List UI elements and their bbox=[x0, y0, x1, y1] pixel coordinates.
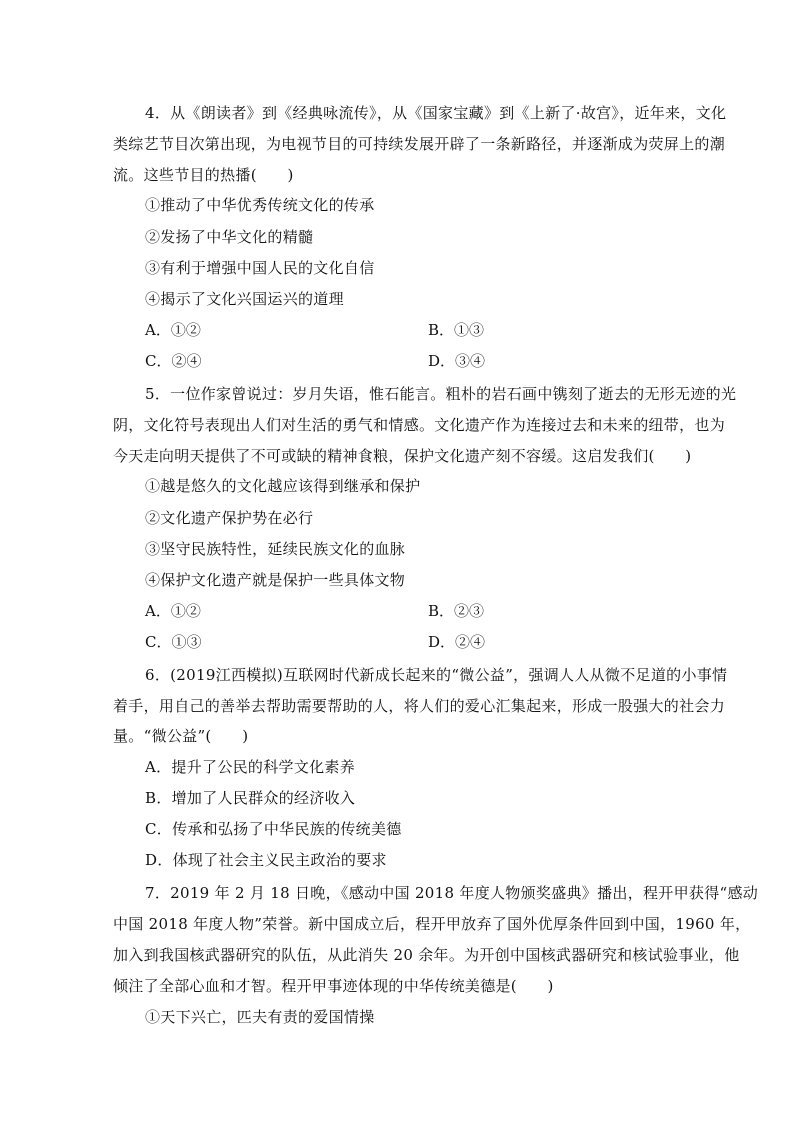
q6-option-b: B．增加了人民群众的经济收入 bbox=[145, 789, 356, 807]
q5-choice-a: A．①② bbox=[145, 602, 201, 620]
q4-choice-d: D．③④ bbox=[428, 352, 486, 370]
q5-stem-line-1: 5．一位作家曾说过：岁月失语，惟石能言。粗朴的岩石画中镌刻了逝去的无形无迹的光 bbox=[145, 385, 737, 403]
q5-choice-c: C．①③ bbox=[145, 633, 202, 651]
q5-choice-b: B．②③ bbox=[428, 602, 485, 620]
q6-stem-line-3: 量。“微公益”( ) bbox=[113, 727, 249, 745]
q5-stem-line-3: 今天走向明天提供了不可或缺的精神食粮，保护文化遗产刻不容缓。这启发我们( ) bbox=[113, 447, 692, 465]
q4-choice-c: C．②④ bbox=[145, 352, 202, 370]
q5-stem-line-2: 阴，文化符号表现出人们对生活的勇气和情感。文化遗产作为连接过去和未来的纽带，也为 bbox=[113, 416, 726, 434]
q7-stem-line-2: 中国 2018 年度人物”荣誉。新中国成立后，程开甲放弃了国外优厚条件回到中国，1960 年， bbox=[113, 915, 751, 933]
q5-statement-2: ②文化遗产保护势在必行 bbox=[145, 509, 314, 527]
q4-stem-line-1: 4．从《朗读者》到《经典咏流传》，从《国家宝藏》到《上新了·故宫》，近年来，文化 bbox=[145, 104, 727, 122]
q6-option-d: D．体现了社会主义民主政治的要求 bbox=[145, 851, 387, 869]
q4-statement-1: ①推动了中华优秀传统文化的传承 bbox=[145, 196, 375, 214]
q4-choice-a: A．①② bbox=[145, 321, 201, 339]
q4-stem-line-3: 流。这些节目的热播( ) bbox=[113, 166, 294, 184]
q5-statement-3: ③坚守民族特性，延续民族文化的血脉 bbox=[145, 540, 406, 558]
q6-stem-line-2: 着手，用自己的善举去帮助需要帮助的人，将人们的爱心汇集起来，形成一股强大的社会力 bbox=[113, 697, 726, 715]
q7-statement-1: ①天下兴亡，匹夫有责的爱国情操 bbox=[145, 1008, 375, 1026]
q6-option-c: C．传承和弘扬了中华民族的传统美德 bbox=[145, 820, 402, 838]
q4-choice-b: B．①③ bbox=[428, 321, 485, 339]
q7-stem-line-1: 7．2019 年 2 月 18 日晚，《感动中国 2018 年度人物颁奖盛典》播出，程开甲获得“感动 bbox=[145, 884, 759, 902]
q5-statement-4: ④保护文化遗产就是保护一些具体文物 bbox=[145, 571, 406, 589]
q4-stem-line-2: 类综艺节目次第出现，为电视节目的可持续发展开辟了一条新路径，并逐渐成为荧屏上的潮 bbox=[113, 135, 726, 153]
q4-statement-4: ④揭示了文化兴国运兴的道理 bbox=[145, 290, 344, 308]
q4-statement-2: ②发扬了中华文化的精髓 bbox=[145, 228, 314, 246]
q7-stem-line-3: 加入到我国核武器研究的队伍，从此消失 20 余年。为开创中国核武器研究和核试验事业，他 bbox=[113, 946, 740, 964]
q5-choice-d: D．②④ bbox=[428, 633, 486, 651]
q5-statement-1: ①越是悠久的文化越应该得到继承和保护 bbox=[145, 477, 421, 495]
q6-option-a: A．提升了公民的科学文化素养 bbox=[145, 758, 356, 776]
q4-statement-3: ③有利于增强中国人民的文化自信 bbox=[145, 259, 375, 277]
q6-stem-line-1: 6．(2019江西模拟)互联网时代新成长起来的“微公益”，强调人人从微不足道的小事情 bbox=[145, 666, 728, 684]
q7-stem-line-4: 倾注了全部心血和才智。程开甲事迹体现的中华传统美德是( ) bbox=[113, 977, 554, 995]
